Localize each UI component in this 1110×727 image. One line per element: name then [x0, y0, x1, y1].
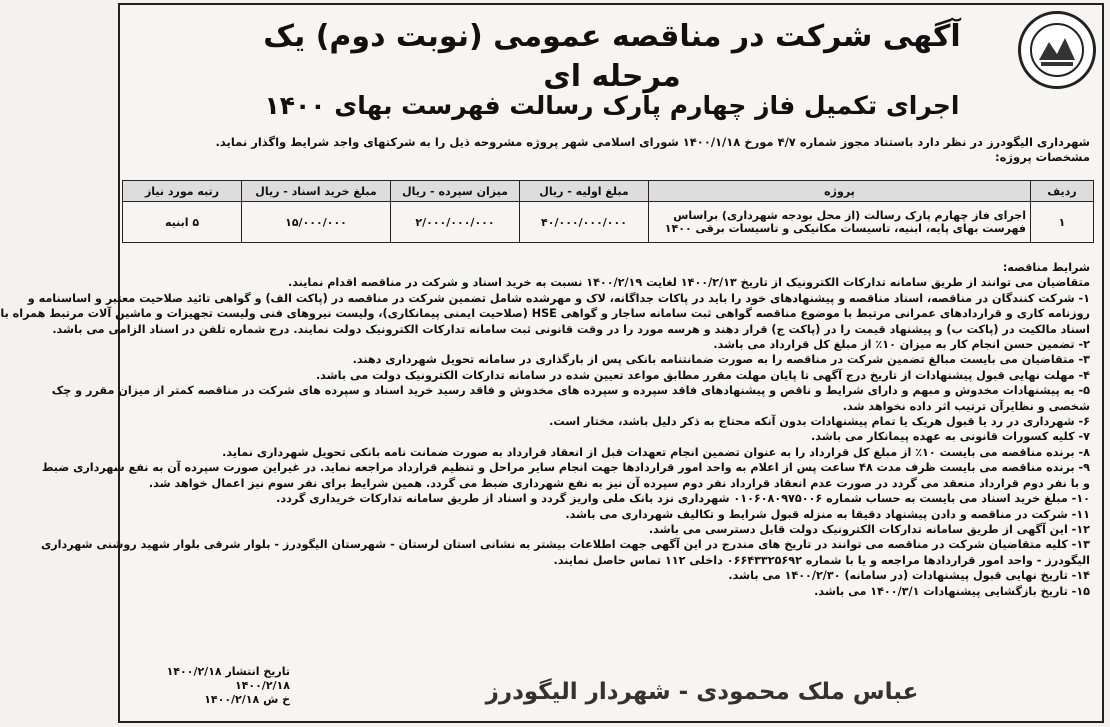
- cell-doc-price: ۱۵/۰۰۰/۰۰۰: [242, 202, 391, 243]
- condition-line: ۹- برنده مناقصه می بایست ظرف مدت ۴۸ ساعت پس از اعلام به واحد امور قراردادها جهت انجام سایر مراحل و تنظیم قرارداد مراجعه نماید. در غیراین صورت سپرده آن به نفع شهرداری ضبط: [41, 461, 1090, 475]
- col-header-doc-price: مبلغ خرید اسناد - ریال: [242, 181, 391, 202]
- col-header-grade: رتبه مورد نیاز: [123, 181, 242, 202]
- condition-line: ۷- کلیه کسورات قانونی به عهده پیمانکار می باشد.: [810, 430, 1090, 444]
- condition-line: ۲- تضمین حسن انجام کار به میزان ۱۰٪ از مبلغ کل قرارداد می باشد.: [713, 338, 1090, 352]
- cell-index: ۱: [1031, 202, 1094, 243]
- condition-line: و با نفر دوم قرارداد منعقد می گردد در صورت عدم انعقاد قرارداد نفر دوم سپرده آن نیز به نفع شهرداری ضبط می گردد. همین شرایط برای نفر سوم نیز اعمال خواهد شد.: [148, 476, 1090, 490]
- condition-line: ۱۵- تاریخ بازگشایی پیشنهادات ۱۴۰۰/۳/۱ می باشد.: [814, 584, 1090, 598]
- condition-line: ۸- برنده مناقصه می بایست ۱۰٪ از مبلغ کل قرارداد را به عنوان تضمین انجام تعهدات قبل از انعقاد قرارداد به صورت ضمانت نامه بانکی تحویل شهرداری نماید.: [222, 445, 1090, 459]
- condition-line: ۱۳- کلیه متقاضیان شرکت در مناقصه می توانند در تاریخ های مندرج در این آگهی جهت اطلاعات بیشتر به نشانی استان لرستان - شهرستان الیگودرز - بلوار شرقی بلوار شهید روشنی شهرداری: [40, 538, 1090, 552]
- cell-project: اجرای فاز چهارم پارک رسالت (از محل بودجه شهرداری) براساس فهرست بهای پایه، ابنیه، تاسیسات مکانیکی و تاسیسات برقی ۱۴۰۰: [649, 202, 1031, 243]
- intro-line: شهرداری الیگودرز در نظر دارد باستناد مجوز شماره ۴/۷ مورخ ۱۴۰۰/۱/۱۸ شورای اسلامی شهر پروژه مشروحه ذیل را به شرکتهای واجد شرایط واگذار نماید.: [215, 135, 1090, 149]
- condition-line: ۱۴- تاریخ نهایی قبول پیشنهادات (در سامانه) ۱۴۰۰/۲/۳۰ می باشد.: [728, 569, 1090, 583]
- condition-line: ۱- شرکت کنندگان در مناقصه، اسناد مناقصه و پیشنهادهای خود را باید در پاکات جداگانه، لاک و مهرشده شامل تضمین شرکت در مناقصه در (پاکت الف) و گواهی تائید صلاحیت معتبر و اساسنامه و: [27, 291, 1090, 305]
- condition-line: ۶- شهرداری در رد یا قبول هریک یا تمام پیشنهادات بدون آنکه محتاج به ذکر دلیل باشد، مختار است.: [549, 415, 1090, 429]
- publication-date-line: ۱۴۰۰/۲/۱۸: [234, 679, 290, 692]
- condition-line: ۱۲- این آگهی از طریق سامانه تدارکات الکترونیک دولت قابل دسترسی می باشد.: [648, 522, 1090, 536]
- col-header-deposit: میزان سپرده - ریال: [391, 181, 520, 202]
- notice-frame: [0, 3, 1104, 723]
- cell-grade: ۵ ابنیه: [123, 202, 242, 243]
- table-row: [123, 202, 1094, 243]
- conditions-section: [0, 260, 1090, 599]
- municipality-logo: [1018, 11, 1096, 89]
- emblem-icon: [1027, 20, 1087, 80]
- cell-deposit: ۲/۰۰۰/۰۰۰/۰۰۰: [391, 202, 520, 243]
- condition-line: ۱۰- مبلغ خرید اسناد می بایست به حساب شماره ۰۱۰۶۰۸۰۹۷۵۰۰۶ شهرداری نزد بانک ملی واریز گردد و اسناد از طریق سامانه تدارکات خریداری گردد.: [276, 492, 1090, 506]
- table-header-row: [123, 181, 1094, 202]
- publication-block: [130, 665, 290, 707]
- condition-line: ۱۱- شرکت در مناقصه و دادن پیشنهاد دقیقا به منزله قبول شرایط و تکالیف شهرداری می باشد.: [565, 507, 1090, 521]
- condition-line: ۳- متقاضیان می بایست مبالغ تضمین شرکت در مناقصه را به صورت ضمانتنامه بانکی پس از بارگذاری در سامانه تحویل شهرداری دهند.: [352, 353, 1090, 367]
- notice-title: آگهی شرکت در مناقصه عمومی (نوبت دوم) یک مرحله ای: [263, 19, 961, 94]
- signature: عباس ملک محمودی - شهردار الیگودرز: [485, 679, 919, 705]
- project-spec-label: مشخصات پروژه:: [995, 150, 1090, 164]
- col-header-initial-amount: مبلغ اولیه - ریال: [520, 181, 649, 202]
- condition-line: روزنامه کاری و قراردادهای عمرانی مرتبط با موضوع مناقصه گواهی ثبت سامانه ساجار و گواهی HSE (صلاحیت ایمنی پیمانکاری)، ولیست نیروهای فنی ولیست تجهیزات و ماشین آلات مرتبط همراه با: [0, 307, 1090, 321]
- condition-line: شخصی و نظایرآن ترتیب اثر داده نخواهد شد.: [842, 399, 1090, 413]
- col-header-project: پروژه: [649, 181, 1031, 202]
- col-header-index: ردیف: [1031, 181, 1094, 202]
- notice-subtitle: اجرای تکمیل فاز چهارم پارک رسالت فهرست بهای ۱۴۰۰: [264, 91, 960, 120]
- condition-line: ۵- به پیشنهادات مخدوش و مبهم و دارای شرایط و ناقص و پیشنهادهای فاقد سپرده و سپرده های مخدوش و فاقد رسید خرید اسناد و سپرده های شرکت در مناقصه کمتر از میزان مقرر و چک: [51, 384, 1090, 398]
- condition-line: الیگودرز - واحد امور قراردادها مراجعه و یا با شماره ۰۶۶۴۳۳۲۵۶۹۲ داخلی ۱۱۲ تماس حاصل نمایند.: [553, 553, 1090, 567]
- conditions-heading: شرایط مناقصه:: [1002, 261, 1090, 274]
- project-table: [122, 180, 1094, 243]
- publication-date: تاریخ انتشار ۱۴۰۰/۲/۱۸: [166, 665, 290, 678]
- condition-line: اسناد مالکیت در (پاکت ب) و پیشنهاد قیمت را در (پاکت ج) قرار دهند و هرسه مورد را در وقت قانونی ثبت سامانه تدارکات الکترونیک دولت نمایند. درج شماره تلفن در اسناد الزامی می باشد.: [52, 322, 1090, 336]
- publication-ref: خ ش ۱۴۰۰/۲/۱۸: [204, 693, 290, 706]
- cell-initial-amount: ۴۰/۰۰۰/۰۰۰/۰۰۰: [520, 202, 649, 243]
- condition-line: ۴- مهلت نهایی قبول پیشنهادات از تاریخ درج آگهی تا پایان مهلت مقرر مطابق مواعد تعیین شده در سامانه تدارکات الکترونیک دولت می باشد.: [315, 368, 1090, 382]
- condition-line: متقاضیان می توانند از طریق سامانه تدارکات الکترونیک از تاریخ ۱۴۰۰/۲/۱۳ لغایت ۱۴۰۰/۲/۱۹ نسبت به خرید اسناد و شرکت در مناقصه اقدام نمایند.: [287, 276, 1090, 290]
- intro-text: [130, 135, 1090, 165]
